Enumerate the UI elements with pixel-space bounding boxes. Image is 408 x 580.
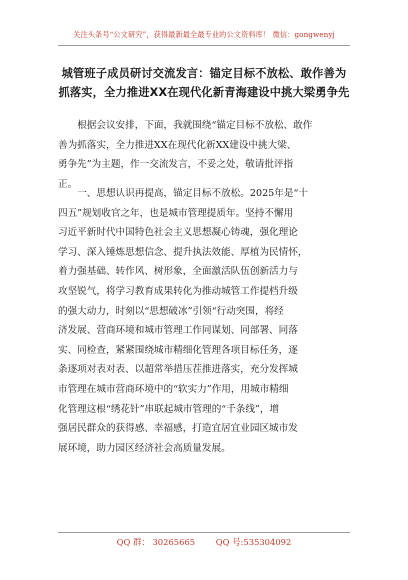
paragraph-line: 市管理在城市营商环境中的“软实力”作用，用城市精细	[58, 383, 289, 395]
paragraph-line: 学习、深入锤炼思想信念、提升执法效能、厚植为民情怀，	[58, 246, 308, 258]
paragraph-line: 化管理这根“绣花针”串联起城市管理的“千条线”，增	[58, 403, 280, 415]
title-line-1: 城管班子成员研讨交流发言：锚定目标不放松、敢作善为	[61, 67, 347, 80]
header-divider	[58, 45, 350, 46]
paragraph-line: 根据会议安排，下面，我就围绕“锚定目标不放松、敢作	[77, 120, 313, 131]
title-line-2: 抓落实，全力推进XX在现代化新青海建设中挑大梁勇争先	[58, 86, 350, 99]
footer-divider	[58, 532, 350, 533]
paragraph-line: 实、同检查，紧紧围绕城市精细化管理各项目标任务，逐	[58, 344, 298, 356]
paragraph-line: 展环境，助力园区经济社会高质量发展。	[58, 442, 231, 454]
paragraph-line: 强居民群众的获得感、幸福感，打造宜居宜业园区城市发	[58, 423, 298, 435]
paragraph-line: 济发展、营商环境和城市管理工作同谋划、同部署、同落	[58, 325, 298, 337]
header-watermark: 关注头条号“公文研究”，获得最新最全最专业的公文资料库！ 微信：gongwenyj	[73, 30, 335, 39]
paragraph-line: 正。	[58, 178, 78, 190]
paragraph-line: 攻坚锐气，将学习教育成果转化为推动城管工作提档升级	[58, 285, 298, 297]
paragraph-line: 着力强基础、转作风、树形象，全面激活队伍创新活力与	[58, 266, 298, 278]
footer-contact	[0, 536, 408, 548]
paragraph-section-1	[58, 184, 308, 458]
paragraph-line: 勇争先”为主题，作一交流发言，不妥之处，敬请批评指	[58, 159, 294, 171]
paragraph-line: 四五”规划收官之年，也是城市管理提质年。坚持不懈用	[58, 207, 294, 219]
paragraph-intro	[58, 116, 312, 194]
paragraph-line: 条逐项对表对表、以超常举措压茬推进落实，充分发挥城	[58, 364, 298, 376]
paragraph-line: 善为抓落实，全力推进XX在现代化新XX建设中挑大梁、	[58, 139, 297, 151]
document-title	[54, 64, 354, 102]
paragraph-line: 习近平新时代中国特色社会主义思想凝心铸魂，强化理论	[58, 227, 298, 239]
footer-qq-number: QQ 号:535304092	[215, 537, 292, 547]
paragraph-line: 一、思想认识再提高，锚定目标不放松。2025年是“十	[77, 188, 308, 199]
paragraph-line: 的强大动力，时刻以“思想破冰”引领“行动突围，将经	[58, 305, 284, 317]
footer-qq-group: QQ 群： 30265665	[116, 537, 196, 547]
